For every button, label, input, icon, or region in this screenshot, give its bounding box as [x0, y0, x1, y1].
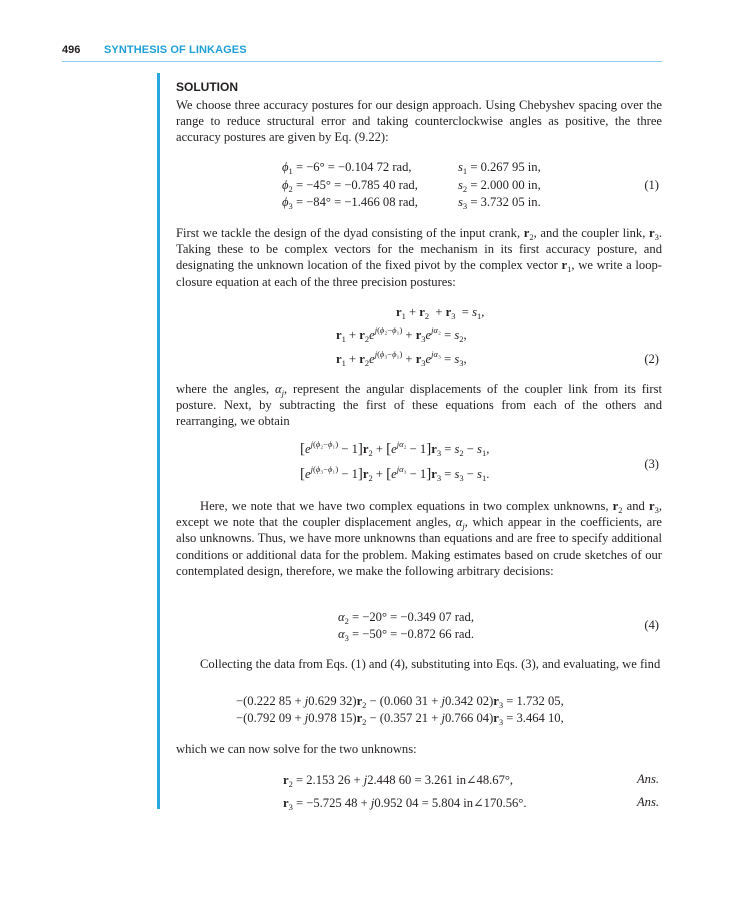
solution-side-bar [157, 73, 160, 809]
phi2-value: = −45° = −0.785 40 rad, [295, 178, 418, 192]
page-number: 496 [62, 44, 81, 56]
equation-number-3: (3) [644, 457, 659, 471]
phi1-value: = −6° = −0.104 72 rad, [295, 160, 412, 174]
s1-value: = 0.267 95 in, [470, 160, 541, 174]
alpha3-value: = −50° = −0.872 66 rad. [352, 627, 474, 641]
equation-number-2: (2) [644, 352, 659, 366]
header-rule [62, 61, 662, 62]
running-title: SYNTHESIS OF LINKAGES [104, 44, 247, 56]
paragraph-solve: which we can now solve for the two unknowns: [176, 742, 417, 756]
solution-heading: SOLUTION [176, 80, 238, 94]
phi3-value: = −84° = −1.466 08 rad, [295, 195, 418, 209]
paragraph-unknowns: Here, we note that we have two complex equations in two complex unknowns, $r_2$ and $r_3$, except we note that the coupler displacement angles, $\alpha_j$, which appear in the coefficients, are also unknowns. Thus, we have more unknowns than equations and are free to specify additional conditions or additional data for the problem. Making estimates based on crude sketches of our contemplated design, therefore, we make the following arbitrary decisions: [176, 499, 662, 578]
page-header [62, 44, 662, 62]
alpha2-value: = −20° = −0.349 07 rad, [352, 610, 474, 624]
equation-number-4: (4) [644, 618, 659, 632]
paragraph-angles: where the angles, $\alpha_j$, represent the angular displacements of the coupler link from its first posture. Next, by subtracting the first of these equations from each of the others and rearranging, we obtain [176, 382, 662, 429]
ans-label-1: Ans. [636, 772, 659, 786]
paragraph-dyad: First we tackle the design of the dyad consisting of the input crank, $r_2$, and the coupler link, $r_3$. Taking these to be complex vectors for the mechanism in its first accuracy posture, and designating the unknown location of the fixed pivot by the complex vector $r_1$, we write a loop-closure equation at each of the three precision postures: [176, 226, 663, 289]
equation-number-1: (1) [644, 178, 659, 192]
answer-r3: $r_3 = -5.725$ 48 + j0.952 04 = 5.804 in∠170.56°. [283, 796, 527, 812]
paragraph-collecting: Collecting the data from Eqs. (1) and (4), substituting into Eqs. (3), and evaluating, we find [200, 657, 661, 671]
paragraph-intro: We choose three accuracy postures for our design approach. Using Chebyshev spacing over the range to reduce structural error and taking counterclockwise angles as positive, the three accuracy postures are given by Eq. (9.22): [176, 98, 662, 145]
ans-label-2: Ans. [636, 795, 659, 809]
answer-r2: $r_2 = 2.153$ 26 + j2.448 60 = 3.261 in∠48.67°, [283, 773, 514, 789]
s3-value: = 3.732 05 in. [470, 195, 541, 209]
s2-value: = 2.000 00 in, [470, 178, 541, 192]
